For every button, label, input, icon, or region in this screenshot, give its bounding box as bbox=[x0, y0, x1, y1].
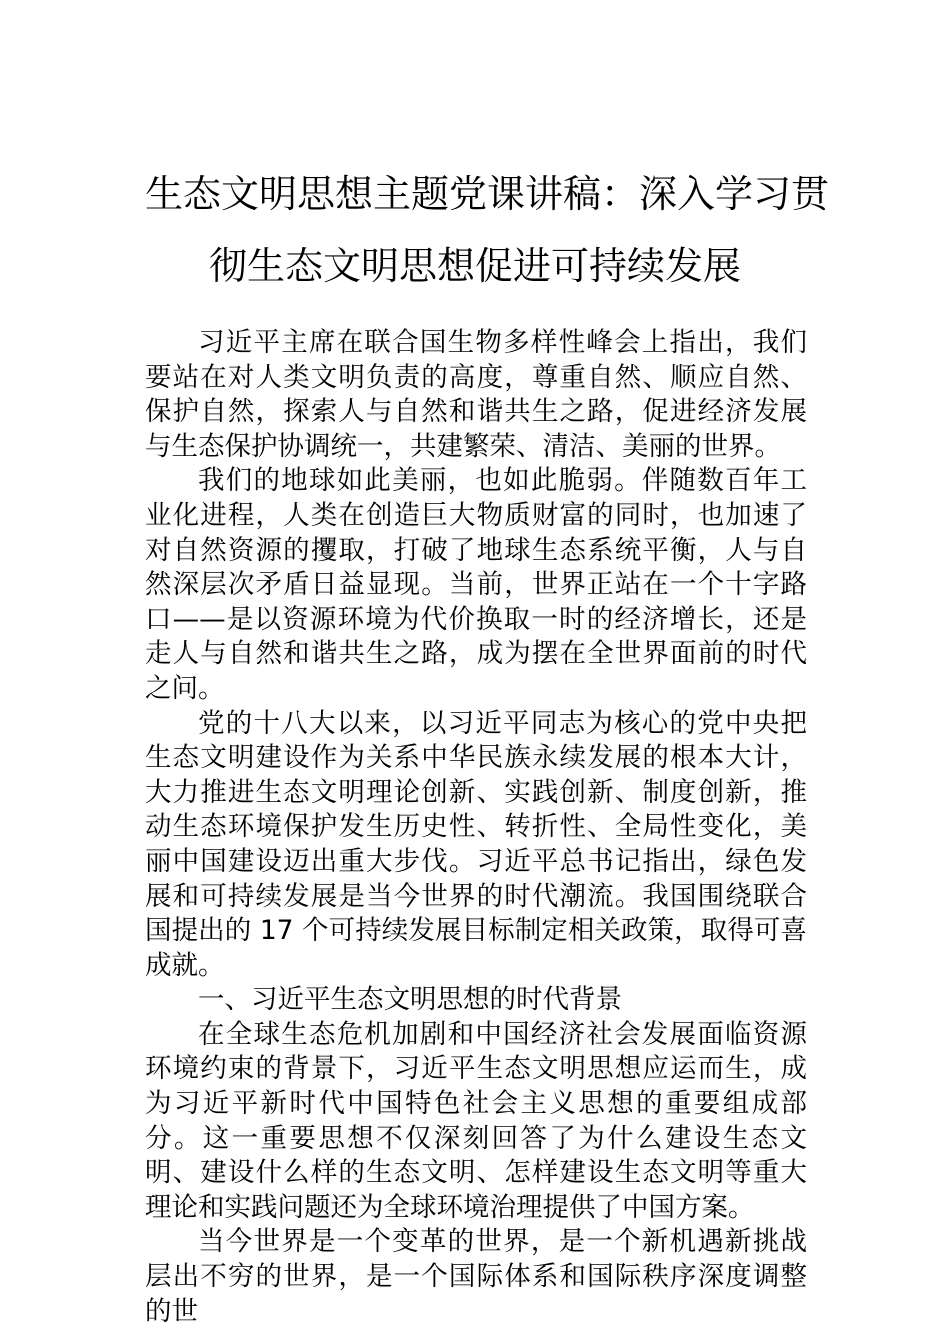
paragraph-1: 习近平主席在联合国生物多样性峰会上指出，我们要站在对人类文明负责的高度，尊重自然、顺应自然、保护自然，探索人与自然和谐共生之路，促进经济发展与生态保护协调统一，共建繁荣、清洁、美丽的世界。 bbox=[145, 327, 807, 462]
title-line-1: 生态文明思想主题党课讲稿：深入学习贯 bbox=[145, 172, 830, 216]
paragraph-2: 我们的地球如此美丽，也如此脆弱。伴随数百年工业化进程，人类在创造巨大物质财富的同时，也加速了对自然资源的攫取，打破了地球生态系统平衡，人与自然深层次矛盾日益显现。当前，世界正站在一个十字路口——是以资源环境为代价换取一时的经济增长，还是走人与自然和谐共生之路，成为摆在全世界面前的时代之问。 bbox=[145, 465, 807, 704]
document-body bbox=[145, 326, 807, 1329]
section-paragraph-1: 在全球生态危机加剧和中国经济社会发展面临资源环境约束的背景下，习近平生态文明思想应运而生，成为习近平新时代中国特色社会主义思想的重要组成部分。这一重要思想不仅深刻回答了为什么建设生态文明、建设什么样的生态文明、怎样建设生态文明等重大理论和实践问题还为全球环境治理提供了中国方案。 bbox=[145, 1018, 807, 1223]
section-paragraph-2: 当今世界是一个变革的世界，是一个新机遇新挑战层出不穷的世界，是一个国际体系和国际秩序深度调整的世 bbox=[145, 1226, 807, 1327]
section-heading: 一、习近平生态文明思想的时代背景 bbox=[198, 984, 622, 1016]
document-title bbox=[145, 158, 830, 302]
title-line-2: 彻生态文明思想促进可持续发展 bbox=[208, 244, 741, 288]
paragraph-3: 党的十八大以来，以习近平同志为核心的党中央把生态文明建设作为关系中华民族永续发展的根本大计，大力推进生态文明理论创新、实践创新、制度创新，推动生态环境保护发生历史性、转折性、全局性变化，美丽中国建设迈出重大步伐。习近平总书记指出，绿色发展和可持续发展是当今世界的时代潮流。我国围绕联合国提出的 17 个可持续发展目标制定相关政策，取得可喜成就。 bbox=[145, 707, 807, 981]
